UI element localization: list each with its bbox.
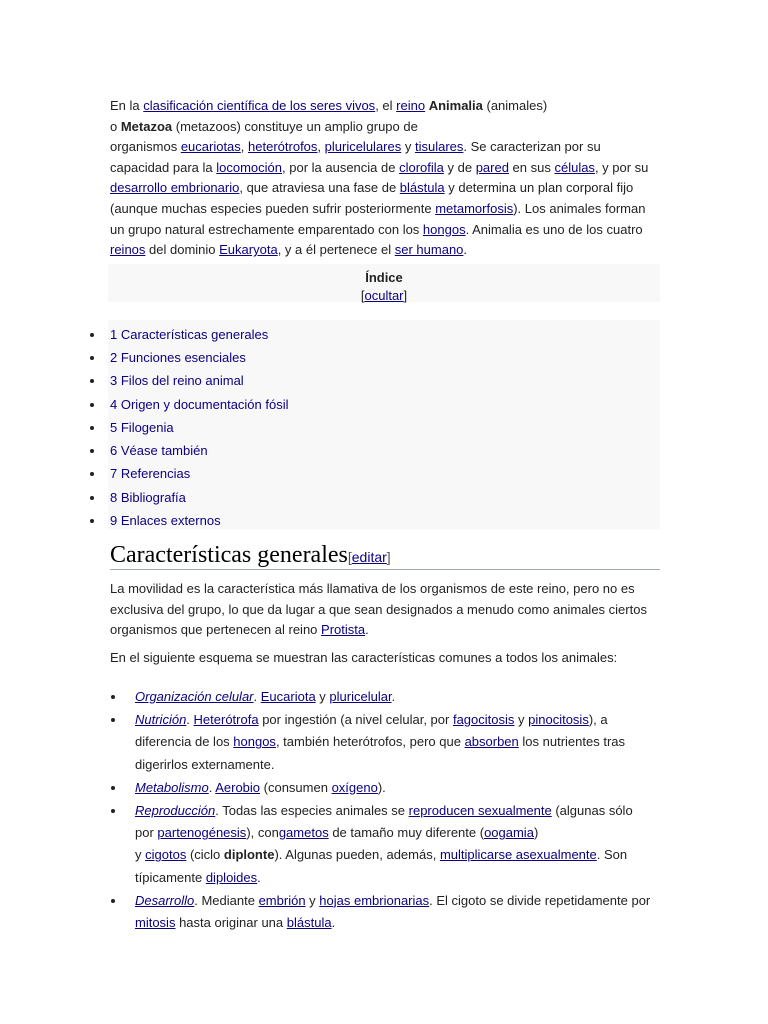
toc-link[interactable]: Filogenia [120, 420, 174, 435]
paragraph-movilidad [110, 579, 662, 641]
link-gametos[interactable]: gametos [278, 825, 329, 841]
link-oogamia[interactable]: oogamia [484, 825, 534, 841]
toc-link[interactable]: Bibliografía [120, 490, 186, 505]
link-metabolismo[interactable]: Metabolismo [135, 779, 209, 795]
bullet-icon [90, 333, 94, 337]
bullet-icon [90, 496, 94, 500]
toc-list [108, 320, 660, 529]
link-aerobio[interactable]: Aerobio [215, 779, 261, 795]
edit-section [348, 549, 391, 565]
link-desarrollo[interactable]: Desarrollo [135, 892, 195, 908]
bullet-icon [90, 379, 94, 383]
toc-number: 7 [110, 466, 118, 481]
toc-header [108, 264, 660, 302]
bullet-icon [111, 718, 115, 722]
link-clorofila[interactable]: clorofila [399, 159, 444, 175]
link-eucariotas[interactable]: eucariotas [180, 139, 241, 155]
bullet-icon [90, 519, 94, 523]
toc-item[interactable] [110, 441, 208, 461]
bullet-icon [111, 786, 115, 790]
toc-item[interactable] [110, 511, 221, 531]
toc-link[interactable]: Referencias [120, 466, 191, 481]
toc-number: 3 [110, 373, 118, 388]
text: (algunas sólo por [135, 803, 633, 841]
bullet-icon [90, 449, 94, 453]
text: . [208, 779, 216, 795]
feature-item [135, 777, 655, 799]
toc-item[interactable] [110, 348, 246, 368]
link-nutricion[interactable]: Nutrición [135, 712, 187, 728]
text: . Animalia es uno de los cuatro [465, 221, 643, 237]
link-protista[interactable]: Protista [321, 622, 366, 638]
text: y de [443, 159, 476, 175]
text: del dominio [145, 242, 220, 258]
term-diplonte: diplonte [223, 847, 275, 863]
link-blastula[interactable]: blástula [399, 180, 445, 196]
toc-title: Índice [365, 270, 403, 285]
text: , el [375, 98, 397, 113]
text: En la [110, 98, 144, 113]
text: . [463, 242, 468, 258]
link-oxigeno[interactable]: oxígeno [331, 779, 378, 795]
link-reproduccion[interactable]: Reproducción [135, 803, 216, 819]
link-hongos-2[interactable]: hongos [233, 734, 276, 750]
toc-item[interactable] [110, 418, 174, 438]
link-eucariota[interactable]: Eucariota [260, 689, 316, 704]
text: hasta originar una [175, 915, 287, 931]
link-desarrollo-embrionario[interactable]: desarrollo embrionario [110, 180, 240, 196]
link-reproducen-sexualmente[interactable]: reproducen sexualmente [408, 803, 552, 819]
toc-toggle [108, 288, 660, 303]
text: (metazoos) constituye un amplio grupo de [172, 118, 418, 134]
text: . [391, 689, 396, 704]
text: y [315, 689, 330, 704]
link-metamorfosis[interactable]: metamorfosis [435, 200, 514, 216]
link-absorben[interactable]: absorben [464, 734, 519, 750]
bracket: ] [403, 288, 408, 303]
text: (animales) [482, 98, 548, 113]
text: . [186, 712, 194, 728]
features-list [135, 686, 655, 935]
link-tisulares[interactable]: tisulares [414, 139, 464, 155]
link-multiplicarse-asexualmente[interactable]: multiplicarse asexualmente [439, 847, 597, 863]
link-fagocitosis[interactable]: fagocitosis [452, 712, 515, 728]
bullet-icon [111, 809, 115, 813]
intro-paragraph [110, 96, 662, 261]
link-pinocitosis[interactable]: pinocitosis [528, 712, 589, 728]
text: , por la ausencia de [282, 159, 400, 175]
text: , [317, 139, 325, 155]
text: (ciclo [186, 847, 224, 863]
toc-item[interactable] [110, 464, 190, 484]
text: En el siguiente esquema se muestran las características comunes a todos los animales: [110, 650, 618, 665]
text: y [514, 712, 529, 728]
text: de tamaño muy diferente ( [328, 825, 485, 841]
text: La movilidad es la característica más llamativa de los organismos de este reino, pero no es exclusiva del grupo, lo que da lugar a que sean designados a menudo como animales ciertos organismos que pertenecen al reino [110, 581, 647, 638]
link-pluricelulares[interactable]: pluricelulares [324, 139, 402, 155]
link-hojas-embrionarias[interactable]: hojas embrionarias [319, 892, 430, 908]
text: ). Los animales forman un grupo natural estrechamente emparentado con los [110, 200, 646, 237]
feature-item [135, 800, 655, 889]
link-eukaryota[interactable]: Eukaryota [219, 242, 278, 258]
text: . [331, 915, 336, 931]
toc-number: 6 [110, 443, 118, 458]
text: , que atraviesa una fase de [239, 180, 400, 196]
text: ). [377, 779, 386, 795]
toc-link[interactable]: Filos del reino animal [120, 373, 244, 388]
link-clasificacion[interactable]: clasificación científica de los seres vivos [143, 98, 376, 113]
link-partenogenesis[interactable]: partenogénesis [157, 825, 247, 841]
link-reinos[interactable]: reinos [110, 242, 146, 258]
toc-item[interactable] [110, 488, 186, 508]
text: en sus [508, 159, 555, 175]
text: (consumen [260, 779, 332, 795]
bullet-icon [90, 426, 94, 430]
text: . [365, 622, 369, 638]
link-locomocion[interactable]: locomoción [216, 159, 283, 175]
text: ). Algunas pueden, además, [274, 847, 440, 863]
term-metazoa: Metazoa [120, 118, 173, 134]
toc-link[interactable]: Características generales [120, 327, 269, 342]
term-animalia: Animalia [428, 98, 483, 113]
text: . Son típicamente [135, 847, 628, 885]
text: , también heterótrofos, pero que [275, 734, 465, 750]
text: ) [533, 825, 539, 841]
toc-number: 8 [110, 490, 118, 505]
bullet-icon [111, 899, 115, 903]
link-ser-humano[interactable]: ser humano [394, 242, 464, 258]
feature-item [135, 709, 655, 776]
toc-number: 2 [110, 350, 118, 365]
text: . [253, 689, 261, 704]
text: , y por su [594, 159, 649, 175]
text: ), con [246, 825, 279, 841]
bracket: [ [360, 288, 365, 303]
link-cigotos[interactable]: cigotos [145, 847, 187, 863]
toc-number: 1 [110, 327, 118, 342]
link-mitosis[interactable]: mitosis [135, 915, 176, 931]
link-heterotrofos[interactable]: heterótrofos [248, 139, 318, 155]
text: o [110, 118, 121, 134]
bracket: [ [347, 549, 352, 565]
text: , y a él pertenece el [277, 242, 395, 258]
link-reino[interactable]: reino [396, 98, 426, 113]
text: , [240, 139, 249, 155]
text: y [135, 847, 146, 863]
link-embrion[interactable]: embrión [258, 892, 306, 908]
text: . [257, 869, 261, 885]
text: los nutrientes tras digerirlos externamente. [135, 734, 625, 772]
section-title: Características generales [110, 542, 348, 568]
text: . El cigoto se divide repetidamente por [429, 892, 651, 908]
link-heterotrofa[interactable]: Heterótrofa [193, 712, 259, 728]
link-pared[interactable]: pared [475, 159, 509, 175]
bullet-icon [90, 403, 94, 407]
toc-hide-link[interactable]: ocultar [364, 288, 404, 303]
toc-link[interactable]: Véase también [120, 443, 208, 458]
toc-link[interactable]: Enlaces externos [120, 513, 221, 528]
toc-item[interactable] [110, 371, 244, 391]
paragraph-esquema [110, 648, 662, 669]
link-hongos[interactable]: hongos [422, 221, 466, 237]
text: y [305, 892, 320, 908]
bullet-icon [111, 695, 115, 699]
toc-number: 4 [110, 397, 118, 412]
text: . Todas las especies animales se [215, 803, 409, 819]
text: . Mediante [194, 892, 259, 908]
text: y [401, 139, 415, 155]
toc-link[interactable]: Origen y documentación fósil [120, 397, 289, 412]
text: y determina un plan corporal fijo (aunque muchas especies pueden sufrir posteriormente [110, 180, 634, 216]
bracket: ] [386, 549, 391, 565]
toc-item[interactable] [110, 395, 289, 415]
toc-number: 5 [110, 420, 118, 435]
text: . Se caracterizan por su capacidad para la [110, 139, 601, 175]
text: ), a diferencia de los [135, 712, 608, 750]
section-heading [110, 541, 660, 570]
toc-link[interactable]: Funciones esenciales [120, 350, 246, 365]
link-organizacion-celular[interactable]: Organización celular [135, 689, 254, 704]
feature-item [135, 890, 655, 934]
toc-number: 9 [110, 513, 118, 528]
bullet-icon [90, 356, 94, 360]
text: organismos [110, 139, 181, 155]
link-diploides[interactable]: diploides [205, 869, 258, 885]
link-celulas[interactable]: células [554, 159, 595, 175]
link-pluricelular[interactable]: pluricelular [329, 689, 392, 704]
link-blastula-2[interactable]: blástula [286, 915, 332, 931]
toc-item[interactable] [110, 325, 268, 345]
text: por ingestión (a nivel celular, por [258, 712, 453, 728]
bullet-icon [90, 472, 94, 476]
feature-item [135, 686, 655, 708]
edit-link[interactable]: editar [351, 549, 387, 565]
